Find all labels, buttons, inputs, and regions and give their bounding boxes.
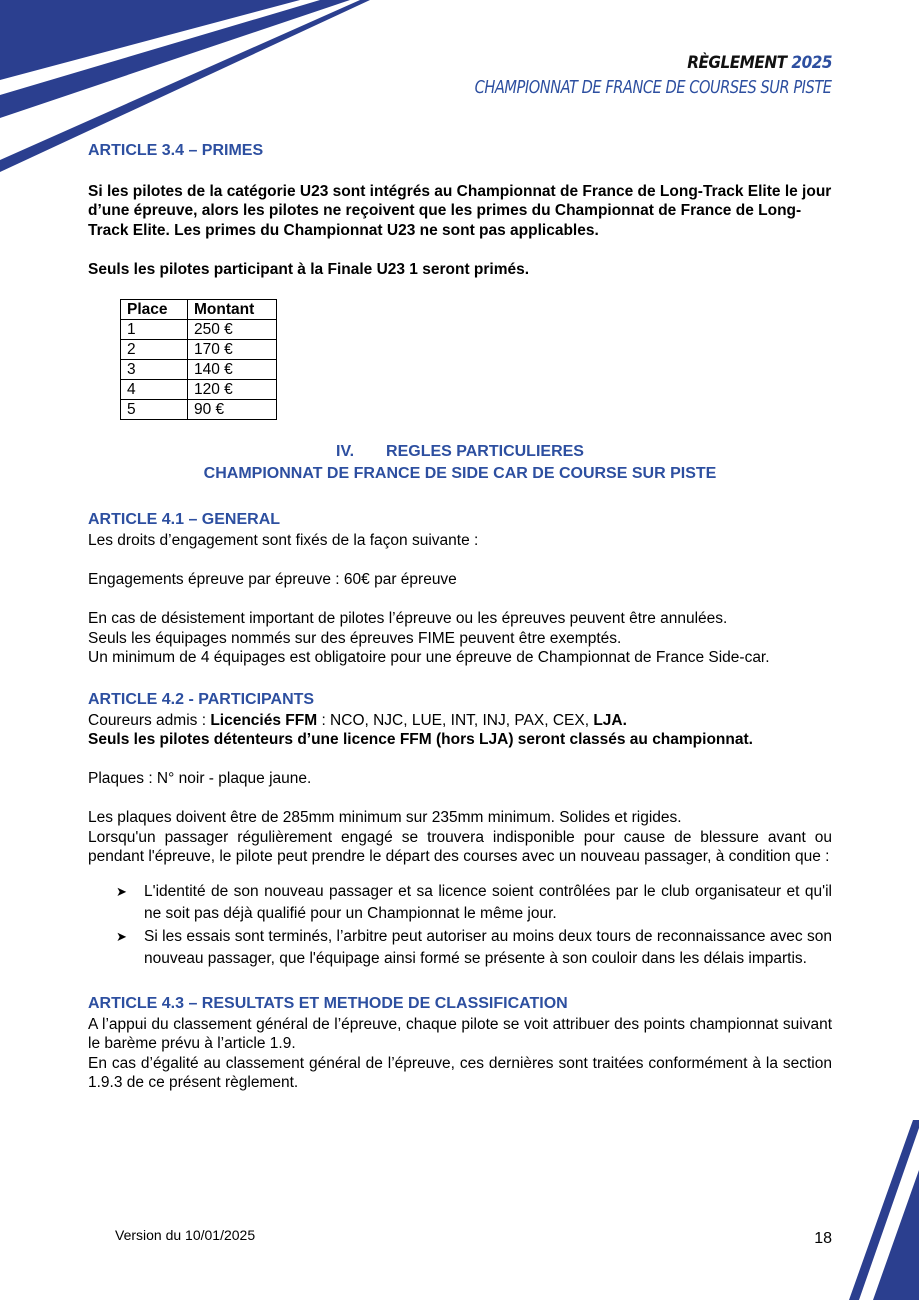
list-item-text: L'identité de son nouveau passager et sa licence soient contrôlées par le club organisateur et qu'il ne soit pas déjà qualifié pour un Championnat le même jour. <box>144 882 832 922</box>
header-title-year: 2025 <box>791 53 832 73</box>
header-subtitle: CHAMPIONNAT DE FRANCE DE COURSES SUR PISTE <box>475 77 832 98</box>
article-4-2-title: ARTICLE 4.2 - PARTICIPANTS <box>88 690 315 708</box>
arrow-bullet-icon: ➤ <box>116 883 127 899</box>
section-iv-heading <box>88 441 832 485</box>
section-iv-number: IV. <box>336 443 355 460</box>
article-3-4-para1: Si les pilotes de la catégorie U23 sont intégrés au Championnat de France de Long-Track Elite le jour d’une épreuve, alors les pilotes ne reçoivent que les primes du Championnat de France de Long-Track Elite. Les primes du Championnat U23 ne sont pas applicables. <box>88 182 832 239</box>
table-cell-place: 4 <box>121 380 188 400</box>
article-4-2-bullets <box>116 881 832 970</box>
table-row <box>121 380 277 400</box>
article-4-3-title: ARTICLE 4.3 – RESULTATS ET METHODE DE CLASSIFICATION <box>88 994 568 1012</box>
article-4-3-para2: En cas d’égalité au classement général de l’épreuve, ces dernières sont traitées conformément à la section 1.9.3 de ce présent règlement. <box>88 1054 832 1091</box>
table-cell-place: 2 <box>121 340 188 360</box>
document-header <box>435 53 832 98</box>
article-4-2-plaques-size: Les plaques doivent être de 285mm minimum sur 235mm minimum. Solides et rigides. <box>88 809 682 826</box>
admis-lja: LJA. <box>593 711 627 729</box>
table-cell-montant: 90 € <box>188 400 277 420</box>
footer-version: Version du 10/01/2025 <box>115 1227 256 1243</box>
table-cell-place: 1 <box>121 320 188 340</box>
article-4-2-admis <box>88 711 832 731</box>
article-4-2-passager: Lorsqu'un passager régulièrement engagé se trouvera indisponible pour cause de blessure avant ou pendant l'épreuve, le pilote peut prendre le départ des courses avec un nouveau passager, à condition que : <box>88 828 832 865</box>
article-4-3-para1: A l’appui du classement général de l’épreuve, chaque pilote se voit attribuer des points championnat suivant le barème prévu à l’article 1.9. <box>88 1015 832 1052</box>
article-4-2-bold-line: Seuls les pilotes détenteurs d’une licence FFM (hors LJA) seront classés au championnat. <box>88 731 753 748</box>
table-header-place: Place <box>121 300 188 320</box>
table-cell-place: 3 <box>121 360 188 380</box>
admis-prefix: Coureurs admis : <box>88 711 211 729</box>
table-row <box>121 400 277 420</box>
page-number: 18 <box>814 1230 832 1247</box>
primes-table <box>120 299 277 420</box>
section-iv-subtitle: CHAMPIONNAT DE FRANCE DE SIDE CAR DE COURSE SUR PISTE <box>203 465 717 482</box>
article-3-4-title: ARTICLE 3.4 – PRIMES <box>88 142 264 159</box>
table-row <box>121 360 277 380</box>
table-header-montant: Montant <box>188 300 277 320</box>
list-item <box>116 881 832 925</box>
list-item-text: Si les essais sont terminés, l’arbitre peut autoriser au moins deux tours de reconnaissance avec son nouveau passager, que l'équipage ainsi formé se présente à son couloir dans les délais impartis. <box>144 927 832 967</box>
table-cell-montant: 120 € <box>188 380 277 400</box>
article-4-1-line4: Seuls les équipages nommés sur des épreuves FIME peuvent être exemptés. <box>88 629 622 647</box>
table-row <box>121 340 277 360</box>
article-4-1-line1: Les droits d’engagement sont fixés de la façon suivante : <box>88 532 479 549</box>
header-title <box>435 53 832 73</box>
corner-decoration-bottom-right <box>839 1120 919 1300</box>
table-cell-place: 5 <box>121 400 188 420</box>
table-cell-montant: 140 € <box>188 360 277 380</box>
admis-list: : NCO, NJC, LUE, INT, INJ, PAX, CEX, <box>317 711 594 729</box>
table-cell-montant: 250 € <box>188 320 277 340</box>
article-3-4-para2: Seuls les pilotes participant à la Finale U23 1 seront primés. <box>88 260 530 278</box>
arrow-bullet-icon: ➤ <box>116 928 127 944</box>
section-iv-title: REGLES PARTICULIERES <box>386 443 584 460</box>
admis-bold: Licenciés FFM <box>210 711 318 729</box>
header-title-word: RÈGLEMENT <box>687 53 787 73</box>
table-header-row <box>121 300 277 320</box>
page-content <box>88 140 832 1093</box>
table-row <box>121 320 277 340</box>
article-4-1-title: ARTICLE 4.1 – GENERAL <box>88 511 281 528</box>
article-4-1-line3: En cas de désistement important de pilotes l’épreuve ou les épreuves peuvent être annulées. <box>88 610 728 627</box>
article-4-2-plaques: Plaques : N° noir - plaque jaune. <box>88 770 312 787</box>
list-item <box>116 926 832 970</box>
article-4-1-line2: Engagements épreuve par épreuve : 60€ par épreuve <box>88 571 457 588</box>
article-4-1-line5: Un minimum de 4 équipages est obligatoire pour une épreuve de Championnat de France Side-car. <box>88 649 770 666</box>
table-cell-montant: 170 € <box>188 340 277 360</box>
